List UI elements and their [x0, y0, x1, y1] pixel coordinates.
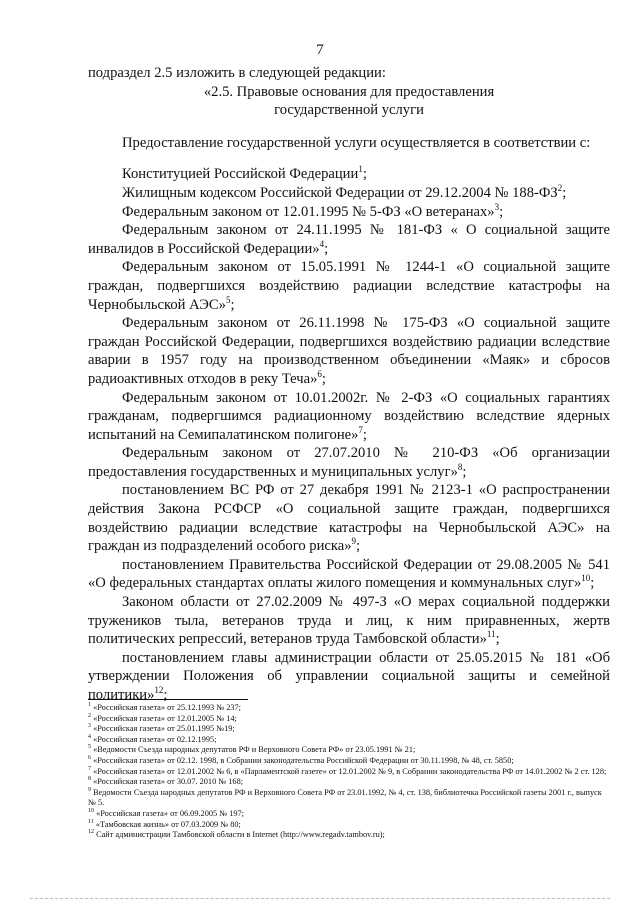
footnote-ref: 7 — [358, 424, 363, 435]
footnote-ref: 8 — [457, 462, 463, 473]
document-body — [88, 64, 610, 705]
footnote: $^9$ Ведомости Съезда народных депутатов РФ и Верховного Совета РФ от 23.01.1992, № 4, ст. 138, библиотечка Российской газеты 2001 г., выпуск № 5. — [88, 786, 602, 808]
page-number: 7 — [316, 42, 324, 58]
intro-text: подраздел 2.5 изложить в следующей редакции: — [88, 65, 386, 81]
section-heading-line-1: «2.5. Правовые основания для предоставления — [203, 83, 495, 100]
footnote: $^6$ «Российская газета» от 02.12. 1998, в Собрании законодательства Российской Федерации от 30.11.1998, № 48, ст. 5850; — [88, 755, 514, 765]
legal-basis-item: Федеральным законом от 26.11.1998 № 175-ФЗ «О социальной защите граждан Российской Федерации, подвергшихся воздействию радиации вследствие аварии в 1957 году на производственном объединении «Маяк» и сбросов радиоактивных отходов в реку Теча»$^6$; — [88, 315, 610, 387]
legal-basis-item: Конституцией Российской Федерации$^1$; — [122, 164, 367, 183]
footnote-ref: 4 — [319, 238, 325, 249]
footnote: $^{11}$ «Тамбовская жизнь» от 07.03.2009 № 80; — [88, 818, 241, 829]
footnote-separator — [88, 699, 248, 700]
legal-basis-item: постановлением ВС РФ от 27 декабря 1991 № 2123-1 «О распространении действия Закона РСФСР «О социальной защите граждан, подвергшихся воздействию радиации вследствие катастрофы на Чернобыльской АЭС» на граждан из подразделений особого риска»$^9$; — [88, 482, 610, 555]
legal-basis-item: постановлением главы администрации области от 25.05.2015 № 181 «Об утверждении Положения об управлении социальной защиты и семейной политики»$^{12}$; — [88, 649, 610, 703]
page-edge-divider — [30, 898, 610, 899]
legal-basis-item: Федеральным законом от 27.07.2010 № 210-ФЗ «Об организации предоставления государственных и муниципальных услуг»$^8$; — [88, 445, 610, 480]
footnote: $^{12}$ Сайт администрации Тамбовской области в Internet (http://www.regadv.tambov.ru); — [88, 829, 385, 840]
legal-basis-item: постановлением Правительства Российской Федерации от 29.08.2005 № 541 «О федеральных стандартах оплаты жилого помещения и коммунальных слуг»$^{10}$; — [88, 556, 610, 592]
footnote-ref: 1 — [358, 164, 363, 175]
footnote: $^5$ «Ведомости Съезда народных депутатов РФ и Верховного Совета РФ» от 23.05.1991 № 21; — [88, 744, 416, 755]
footnote-ref: 2 — [557, 183, 563, 194]
legal-basis-item: Федеральным законом от 15.05.1991 № 1244-1 «О социальной защите граждан, подвергшихся воздействию радиации вследствие катастрофы на Чернобыльской АЭС»$^5$; — [88, 259, 610, 313]
footnote-ref: 6 — [317, 369, 322, 380]
footnote: $^3$ «Российская газета» от 25.01.1995 №19; — [88, 723, 235, 734]
footnote: $^2$ «Российская газета» от 12.01.2005 № 14; — [88, 712, 237, 723]
footnote: $^7$ «Российская газета» от 12.01.2002 № 6, в «Парламентской газете» от 12.01.2002 № 9, в Собрании законодательства РФ от 14.01.2002 № 2 ст. 128; — [88, 765, 607, 776]
footnotes — [88, 703, 610, 841]
footnote: $^4$ «Российская газета» от 02.12.1995; — [88, 734, 217, 744]
footnote-ref: 11 — [486, 629, 496, 640]
footnote: $^8$ «Российская газета» от 30.07. 2010 № 168; — [88, 776, 244, 787]
footnote-ref: 12 — [154, 685, 164, 696]
legal-basis-item: Жилищным кодексом Российской Федерации от 29.12.2004 № $188-ФЗ^2$; — [122, 183, 567, 201]
footnote-ref: 10 — [581, 573, 591, 584]
paragraph-intro: Предоставление государственной услуги осуществляется в соответствии с: — [122, 134, 591, 151]
legal-basis-item: Федеральным законом от 10.01.2002г. № 2-ФЗ «О социальных гарантиях гражданам, подвергшимся радиационному воздействию вследствие ядерных испытаний на Семипалатинском полигоне»$^7$; — [88, 389, 610, 443]
footnote-ref: 3 — [494, 201, 500, 212]
footnote: $^{10}$ «Российская газета» от 06.09.2005 № 197; — [88, 808, 244, 818]
legal-basis-item: Законом области от 27.02.2009 № 497-З «О мерах социальной поддержки тружеников тыла, ветеранов труда и лиц, к ним приравненных, жертв политических репрессий, ветеранов труда Тамбовской области»$^{11}$; — [88, 594, 610, 648]
footnote: $^1$ «Российская газета» от 25.12.1993 № 237; — [88, 702, 241, 712]
legal-basis-item: Федеральным законом от 24.11.1995 № 181-ФЗ « О социальной защите инвалидов в Российской Федерации»$^4$; — [88, 222, 610, 257]
footnote-ref: 9 — [351, 536, 357, 547]
legal-basis-item: Федеральным законом от 12.01.1995 № 5-ФЗ «О ветеранах»$^3$; — [122, 201, 504, 220]
section-heading-line-2: государственной услуги — [274, 102, 424, 119]
footnote-ref: 5 — [225, 294, 231, 305]
intro-line — [88, 64, 610, 83]
